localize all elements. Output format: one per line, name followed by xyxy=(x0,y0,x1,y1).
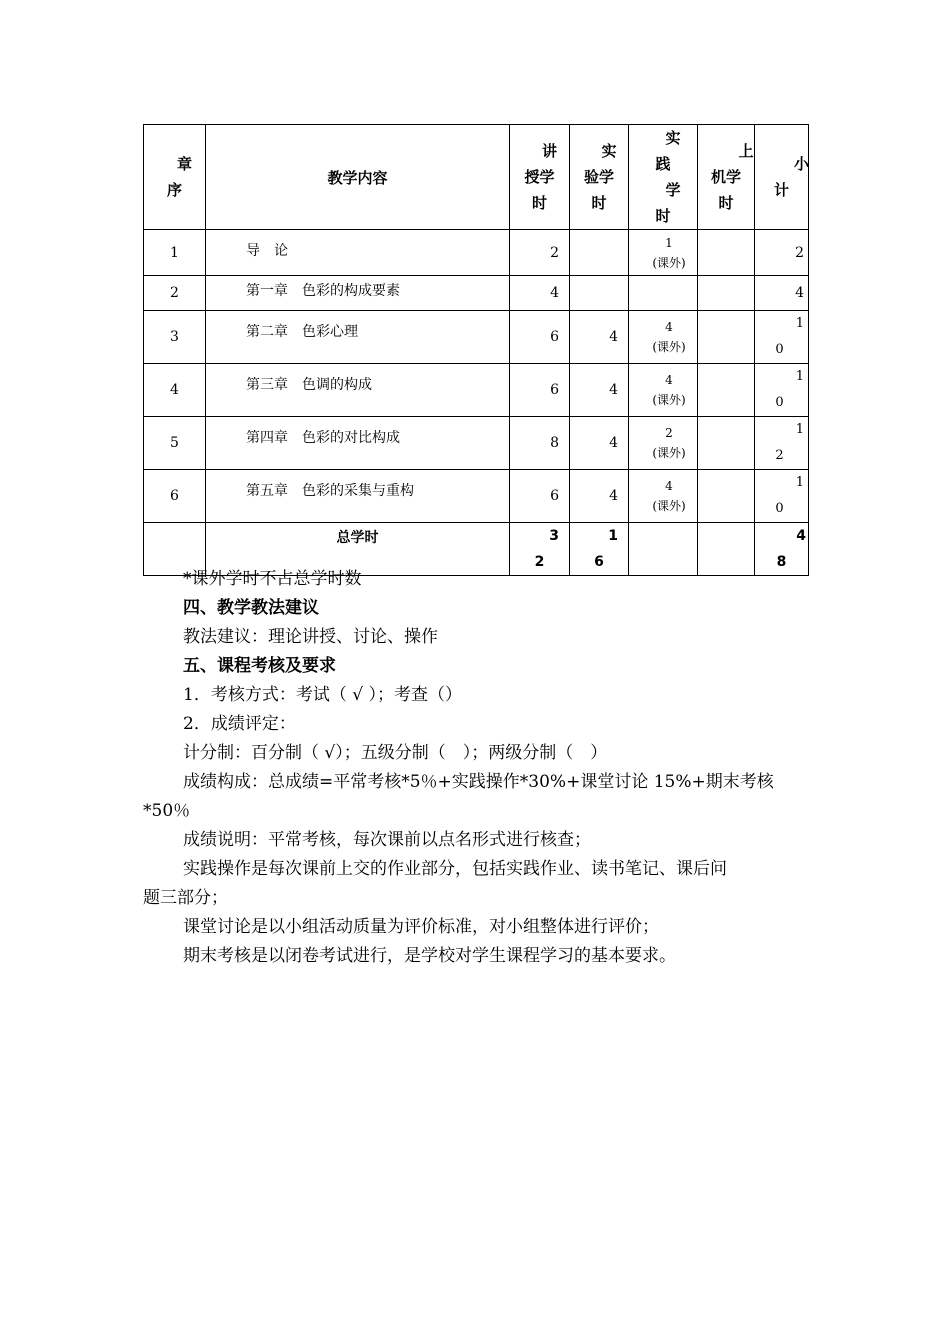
table-row xyxy=(144,470,809,523)
row-lecture: 2 xyxy=(510,230,570,276)
table-row xyxy=(144,364,809,417)
body-text xyxy=(143,565,813,971)
grade-evaluation: 2．成绩评定： xyxy=(183,714,296,734)
row-lecture: 6 xyxy=(510,364,570,417)
total-lecture: 3 2 xyxy=(510,523,570,576)
row-seq: 4 xyxy=(144,364,206,417)
row-lecture: 6 xyxy=(510,311,570,364)
total-label: 总学时 xyxy=(206,523,510,576)
row-practice xyxy=(629,276,698,311)
row-lecture: 4 xyxy=(510,276,570,311)
row-seq: 6 xyxy=(144,470,206,523)
section-5-heading: 五、课程考核及要求 xyxy=(183,656,336,676)
row-lab: 4 xyxy=(570,364,629,417)
row-seq: 5 xyxy=(144,417,206,470)
row-content: 第四章 色彩的对比构成 xyxy=(206,417,510,470)
section-4-heading: 四、教学教法建议 xyxy=(183,598,319,618)
scoring-system: 计分制：百分制（ √）；五级分制（ ）；两级分制（ ） xyxy=(183,743,608,763)
row-computer xyxy=(698,470,755,523)
discussion-description: 课堂讨论是以小组活动质量为评价标准，对小组整体进行评价； xyxy=(183,917,659,937)
header-lecture: 讲 授学 时 xyxy=(510,125,570,230)
header-seq: 章 序 xyxy=(144,125,206,230)
row-lab: 4 xyxy=(570,417,629,470)
row-computer xyxy=(698,311,755,364)
assessment-method: 1．考核方式：考试（ √ ）；考查（） xyxy=(183,685,462,705)
row-subtotal: 1 0 xyxy=(755,364,809,417)
header-practice: 实 践 学 时 xyxy=(629,125,698,230)
row-content: 第一章 色彩的构成要素 xyxy=(206,276,510,311)
header-lab: 实 验学 时 xyxy=(570,125,629,230)
row-lab: 4 xyxy=(570,470,629,523)
practice-description-line2: 题三部分； xyxy=(143,888,228,908)
row-seq: 3 xyxy=(144,311,206,364)
row-computer xyxy=(698,417,755,470)
table-row xyxy=(144,311,809,364)
row-practice: 2 (课外) xyxy=(629,417,698,470)
row-lab: 4 xyxy=(570,311,629,364)
table-header-row xyxy=(144,125,809,230)
row-subtotal: 1 2 xyxy=(755,417,809,470)
grade-composition-line1: 成绩构成：总成绩=平常考核*5％+实践操作*30%+课堂讨论 15%+期末考核 xyxy=(183,772,774,792)
class-hours-table xyxy=(143,124,809,576)
row-lecture: 6 xyxy=(510,470,570,523)
footnote: *课外学时不占总学时数 xyxy=(183,569,362,589)
row-content: 第二章 色彩心理 xyxy=(206,311,510,364)
row-computer xyxy=(698,364,755,417)
header-computer: 上 机学 时 xyxy=(698,125,755,230)
row-lab xyxy=(570,230,629,276)
row-content: 第五章 色彩的采集与重构 xyxy=(206,470,510,523)
row-practice: 4 (课外) xyxy=(629,470,698,523)
final-exam-description: 期末考核是以闭卷考试进行，是学校对学生课程学习的基本要求。 xyxy=(183,946,676,966)
row-practice: 1 (课外) xyxy=(629,230,698,276)
grade-explanation: 成绩说明：平常考核，每次课前以点名形式进行核查； xyxy=(183,830,591,850)
header-subtotal: 小 计 xyxy=(755,125,809,230)
table-row xyxy=(144,230,809,276)
row-computer xyxy=(698,276,755,311)
grade-composition-line2: *50％ xyxy=(143,801,191,821)
row-content: 导 论 xyxy=(206,230,510,276)
header-content: 教学内容 xyxy=(206,125,510,230)
row-seq: 2 xyxy=(144,276,206,311)
row-subtotal: 4 xyxy=(755,276,809,311)
table-row xyxy=(144,417,809,470)
row-lecture: 8 xyxy=(510,417,570,470)
row-lab xyxy=(570,276,629,311)
row-practice: 4 (课外) xyxy=(629,364,698,417)
row-subtotal: 2 xyxy=(755,230,809,276)
table-row xyxy=(144,276,809,311)
total-subtotal: 4 8 xyxy=(755,523,809,576)
row-subtotal: 1 0 xyxy=(755,311,809,364)
row-content: 第三章 色调的构成 xyxy=(206,364,510,417)
row-subtotal: 1 0 xyxy=(755,470,809,523)
row-practice: 4 (课外) xyxy=(629,311,698,364)
row-seq: 1 xyxy=(144,230,206,276)
teaching-method: 教法建议：理论讲授、讨论、操作 xyxy=(183,627,438,647)
row-computer xyxy=(698,230,755,276)
total-lab: 1 6 xyxy=(570,523,629,576)
practice-description-line1: 实践操作是每次课前上交的作业部分，包括实践作业、读书笔记、课后问 xyxy=(183,859,727,879)
